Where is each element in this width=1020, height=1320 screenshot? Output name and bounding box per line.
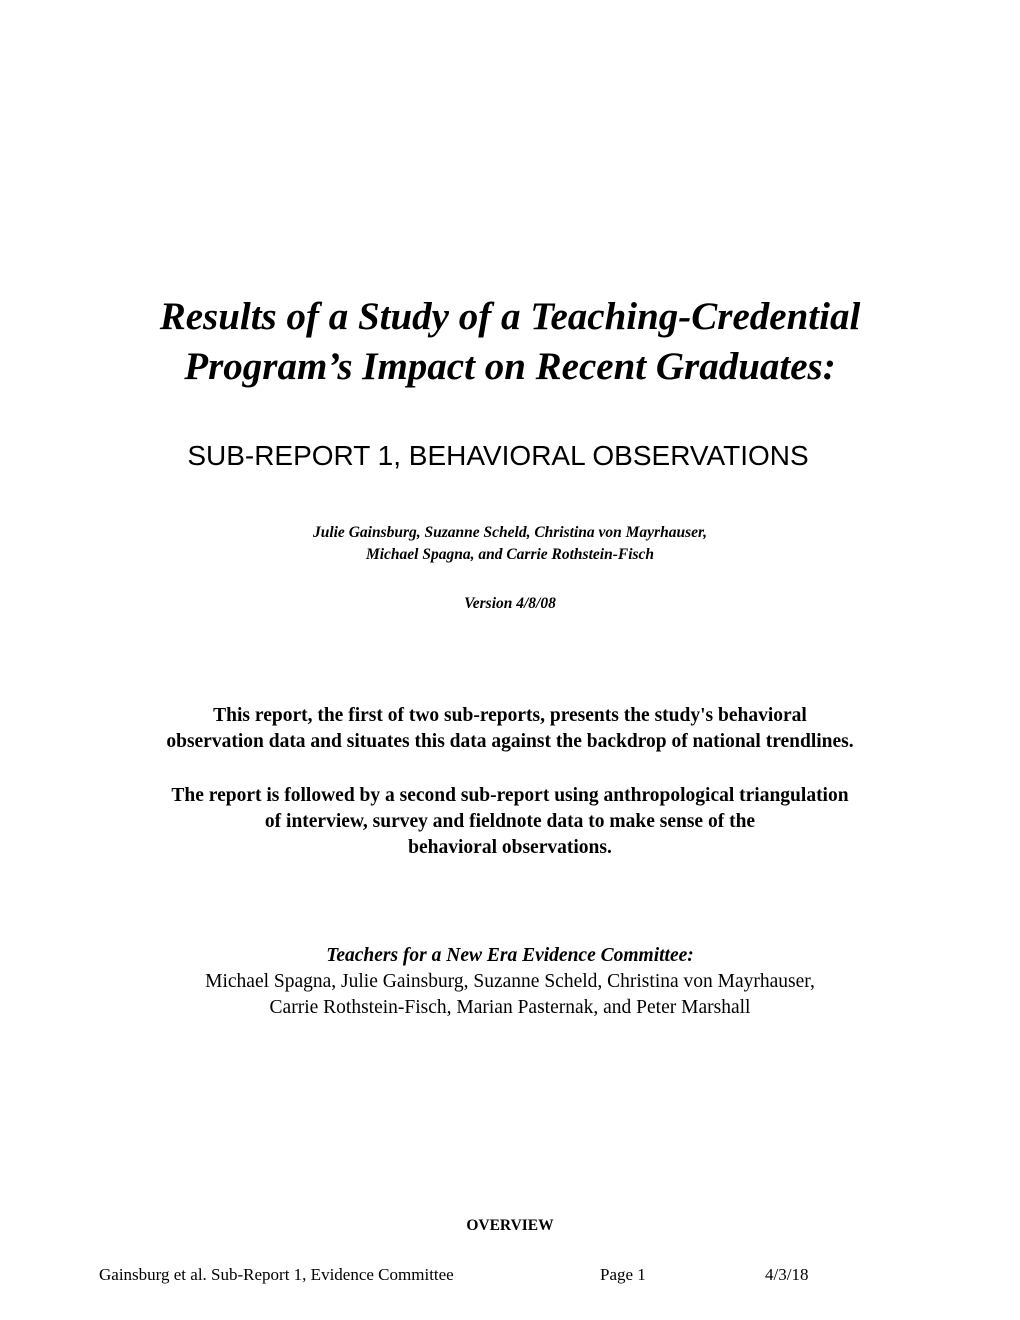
summary-2-line-1: The report is followed by a second sub-report using anthropological triangulation bbox=[171, 785, 849, 806]
footer-document-label: Gainsburg et al. Sub-Report 1, Evidence Committee bbox=[99, 1265, 454, 1284]
sub-report-heading: SUB-REPORT 1, BEHAVIORAL OBSERVATIONS bbox=[187, 440, 809, 471]
summary-paragraph-2 bbox=[0, 783, 1020, 861]
footer-page-number: Page 1 bbox=[600, 1265, 646, 1284]
summary-1-line-2: observation data and situates this data against the backdrop of national trendlines. bbox=[166, 731, 854, 752]
title-line-1: Results of a Study of a Teaching-Credential bbox=[159, 295, 861, 338]
committee-members bbox=[0, 969, 1020, 1021]
summary-2-line-2: of interview, survey and fieldnote data to make sense of the bbox=[264, 811, 756, 832]
title-line-2: Program’s Impact on Recent Graduates: bbox=[184, 345, 836, 388]
author-line-1: Julie Gainsburg, Suzanne Scheld, Christina von Mayrhauser, bbox=[312, 524, 708, 541]
summary-paragraph-1 bbox=[0, 703, 1020, 755]
summary-2-line-3: behavioral observations. bbox=[408, 837, 612, 858]
author-line-2: Michael Spagna, and Carrie Rothstein-Fisch bbox=[365, 546, 655, 563]
footer-date: 4/3/18 bbox=[765, 1265, 809, 1284]
summary-1-line-1: This report, the first of two sub-reports, presents the study's behavioral bbox=[213, 705, 807, 726]
committee-members-line-2: Carrie Rothstein-Fisch, Marian Pasternak, and Peter Marshall bbox=[269, 997, 751, 1018]
committee-heading: Teachers for a New Era Evidence Committee: bbox=[326, 945, 694, 966]
overview-heading: OVERVIEW bbox=[466, 1217, 554, 1234]
author-list bbox=[0, 522, 1020, 566]
page-footer bbox=[0, 1264, 1020, 1286]
document-title bbox=[0, 292, 1020, 392]
committee-members-line-1: Michael Spagna, Julie Gainsburg, Suzanne Scheld, Christina von Mayrhauser, bbox=[205, 971, 815, 992]
version-label: Version 4/8/08 bbox=[464, 595, 556, 612]
